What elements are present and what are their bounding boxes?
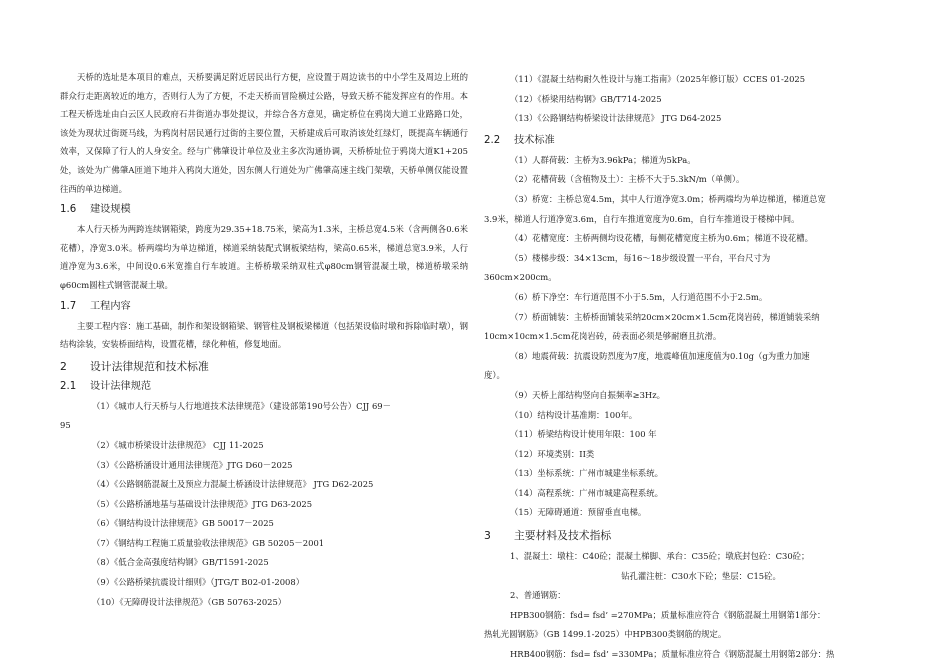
standard-item: （1）人群荷载：主桥为3.96kPa；梯道为5kPa。 (510, 154, 696, 165)
section-1-7-body: 主要工程内容：施工基础，制作和架设钢箱梁、钢管柱及钢板梁梯道（包括架设临时墩和拆除临时墩），钢结构涂装，安装桥面结构，设置花槽，绿化种植，修复地面。 (60, 320, 468, 350)
standard-item: （14）高程系统：广州市城建高程系统。 (510, 487, 664, 498)
code-list-item: （3）《公路桥涵设计通用法律规范》JTG D60－2025 (92, 459, 293, 470)
section-number: 1.6 (60, 204, 77, 216)
material-item: 1、混凝土：墩柱：C40砼；混凝土梯脚、承台：C35砼；墩底封包砼：C30砼； (510, 551, 810, 562)
material-item: 2、普通钢筋： (510, 590, 566, 601)
section-title: 工程内容 (90, 300, 131, 312)
code-list-item: （10）《无障碍设计法律规范》（GB 50763-2025） (92, 596, 287, 607)
chapter-2-heading (60, 359, 468, 375)
standard-item-continuation: 度）。 (484, 370, 505, 381)
standard-item: （5）楼梯步级：34×13cm，每16～18步级设置一平台，平台尺寸为 (510, 252, 771, 263)
code-list-item: （11）《混凝土结构耐久性设计与施工指南》（2025年修订版）CCES 01-2025 (510, 74, 806, 84)
rebar-spec: HPB300钢筋：fsd= fsd’ =270MPa；质量标准应符合《钢筋混凝土用钢第1部分： (510, 609, 826, 620)
section-title: 技术标准 (514, 134, 555, 146)
section-1-6-body: 本人行天桥为两跨连续钢箱梁，跨度为29.35+18.75米，梁高为1.3米，主桥总宽4.5米（含两侧各0.6米花槽），净宽3.0米。桥两端均为单边梯道，梯道采纳装配式钢板梁结构，梁高0.65米，梯道总宽3.9米，人行道净宽为3.6米，中间设0.6米宽推自行车坡道。主桥桥墩采纳双柱式φ80cm钢管混凝土墩，梯道桥墩采纳φ60cm圆柱式钢管混凝土墩。 (60, 224, 468, 290)
code-list-item: （8）《低合金高强度结构钢》GB/T1591-2025 (92, 557, 269, 568)
standard-item: （3）桥宽：主桥总宽4.5m，其中人行道净宽3.0m；桥两端均为单边梯道，梯道总宽 (510, 193, 826, 204)
standards-list-rest (484, 386, 892, 523)
section-title: 建设规模 (90, 204, 131, 216)
code-list-continued (484, 70, 892, 129)
left-column (60, 68, 468, 612)
section-1-7-heading (60, 299, 468, 315)
section-2-1-heading (60, 379, 468, 395)
chapter-title: 设计法律规范和技术标准 (90, 359, 209, 373)
section-title: 设计法律规范 (90, 380, 152, 392)
standard-item: （11）桥梁结构设计使用年限：100 年 (510, 429, 657, 440)
standard-item: （6）桥下净空：车行道范围不小于5.5m，人行道范围不小于2.5m。 (510, 291, 768, 302)
standard-item: （7）桥面铺装：主桥桥面铺装采纳20cm×20cm×1.5cm花岗岩砖，梯道铺装采纳 (510, 311, 820, 322)
standard-item: （10）结构设计基准期：100年。 (510, 409, 638, 420)
code-list-item: （9）《公路桥梁抗震设计细则》（JTG/T B02-01-2008） (92, 577, 305, 588)
standard-item-continuation: 360cm×200cm。 (484, 272, 557, 283)
section-number: 2.2 (484, 134, 501, 146)
section-2-2-heading (484, 133, 892, 149)
code-list (60, 436, 468, 612)
standard-item: （9）天桥上部结构竖向自振频率≥3Hz。 (510, 389, 666, 400)
standard-item: （4）花槽宽度：主桥两侧均设花槽，每侧花槽宽度主桥为0.6m；梯道不设花槽。 (510, 233, 813, 244)
standards-list (484, 151, 892, 190)
rebar-spec-continuation: 热轧光圆钢筋》（GB 1499.1-2025）中HPB300类钢筋的规定。 (484, 629, 727, 640)
standard-item-continuation: 3.9米，梯道人行道净宽3.6m，自行车推道宽度为0.6m，自行车推道设于楼梯中间。 (484, 213, 800, 224)
chapter-title: 主要材料及技术指标 (514, 529, 612, 543)
chapter-number: 2 (60, 359, 67, 373)
right-column (484, 70, 892, 665)
code-list-item: （1）《城市人行天桥与人行地道技术法律规范》（建设部第190号公告）CJJ 69－ (92, 400, 391, 411)
section-number: 2.1 (60, 380, 77, 392)
code-list-item: （6）《钢结构设计法律规范》GB 50017－2025 (92, 518, 274, 529)
material-item-continuation: 钻孔灌注桩：C30水下砼；垫层：C15砼。 (621, 570, 781, 581)
code-list-item: （2）《城市桥梁设计法律规范》 CJJ 11-2025 (92, 439, 264, 450)
standard-item: （12）环境类别：II类 (510, 448, 595, 459)
section-number: 1.7 (60, 300, 77, 312)
code-list-item: （13）《公路钢结构桥梁设计法律规范》 JTG D64-2025 (510, 113, 722, 124)
standard-item: （15）无障碍通道：预留垂直电梯。 (510, 507, 647, 518)
standard-item-continuation: 10cm×10cm×1.5cm花岗岩砖，砖表面必须是够耐磨且抗滑。 (484, 331, 722, 342)
standard-item: （13）坐标系统：广州市城建坐标系统。 (510, 468, 664, 479)
intro-paragraph: 天桥的选址是本项目的难点，天桥要满足附近居民出行方便，应设置于周边读书的中小学生及周边上班的群众行走距离较近的地方，否则行人为了方便，不走天桥而冒险横过公路，导致天桥不能发挥应有的作用。本工程天桥选址由白云区人民政府石井街道办事处提议，并综合各方意见，确定桥位在鸦岗大道工业路路口处，该处为现状过街斑马线，为鸦岗村居民通行过街的主要位置，天桥建成后可取消该处红绿灯，既提高车辆通行效率，又保障了行人的人身安全。经与广佛肇设计单位及业主多次沟通协调，天桥桥址位于鸦岗大道K1+205处，该处为广佛肇A匝道下地并入鸦岗大道处，因东侧人行道处为广佛肇高速主线门架墩，天桥单侧仅能设置往西的单边梯道。 (60, 72, 468, 194)
chapter-number: 3 (484, 529, 491, 543)
code-list-item-continuation: 95 (60, 420, 71, 431)
code-list-item: （7）《钢结构工程施工质量验收法律规范》GB 50205－2001 (92, 537, 325, 548)
standard-item: （8）地震荷载：抗震设防烈度为7度，地震峰值加速度值为0.10g（g为重力加速 (510, 350, 810, 361)
code-list-item: （4）《公路钢筋混凝土及预应力混凝土桥涵设计法律规范》 JTG D62-2025 (92, 479, 374, 490)
section-1-6-heading (60, 202, 468, 218)
code-list-item: （12）《桥梁用结构钢》GB/T714-2025 (510, 93, 662, 104)
code-list-item: （5）《公路桥涵地基与基础设计法律规范》JTG D63-2025 (92, 498, 313, 509)
rebar-spec: HRB400钢筋：fsd= fsd’ =330MPa；质量标准应符合《钢筋混凝土用钢第2部分：热 (510, 649, 835, 660)
chapter-3-heading (484, 528, 892, 544)
standard-item: （2）花槽荷载（含植物及土）：主桥不大于5.3kN/m（单侧）。 (510, 174, 745, 185)
